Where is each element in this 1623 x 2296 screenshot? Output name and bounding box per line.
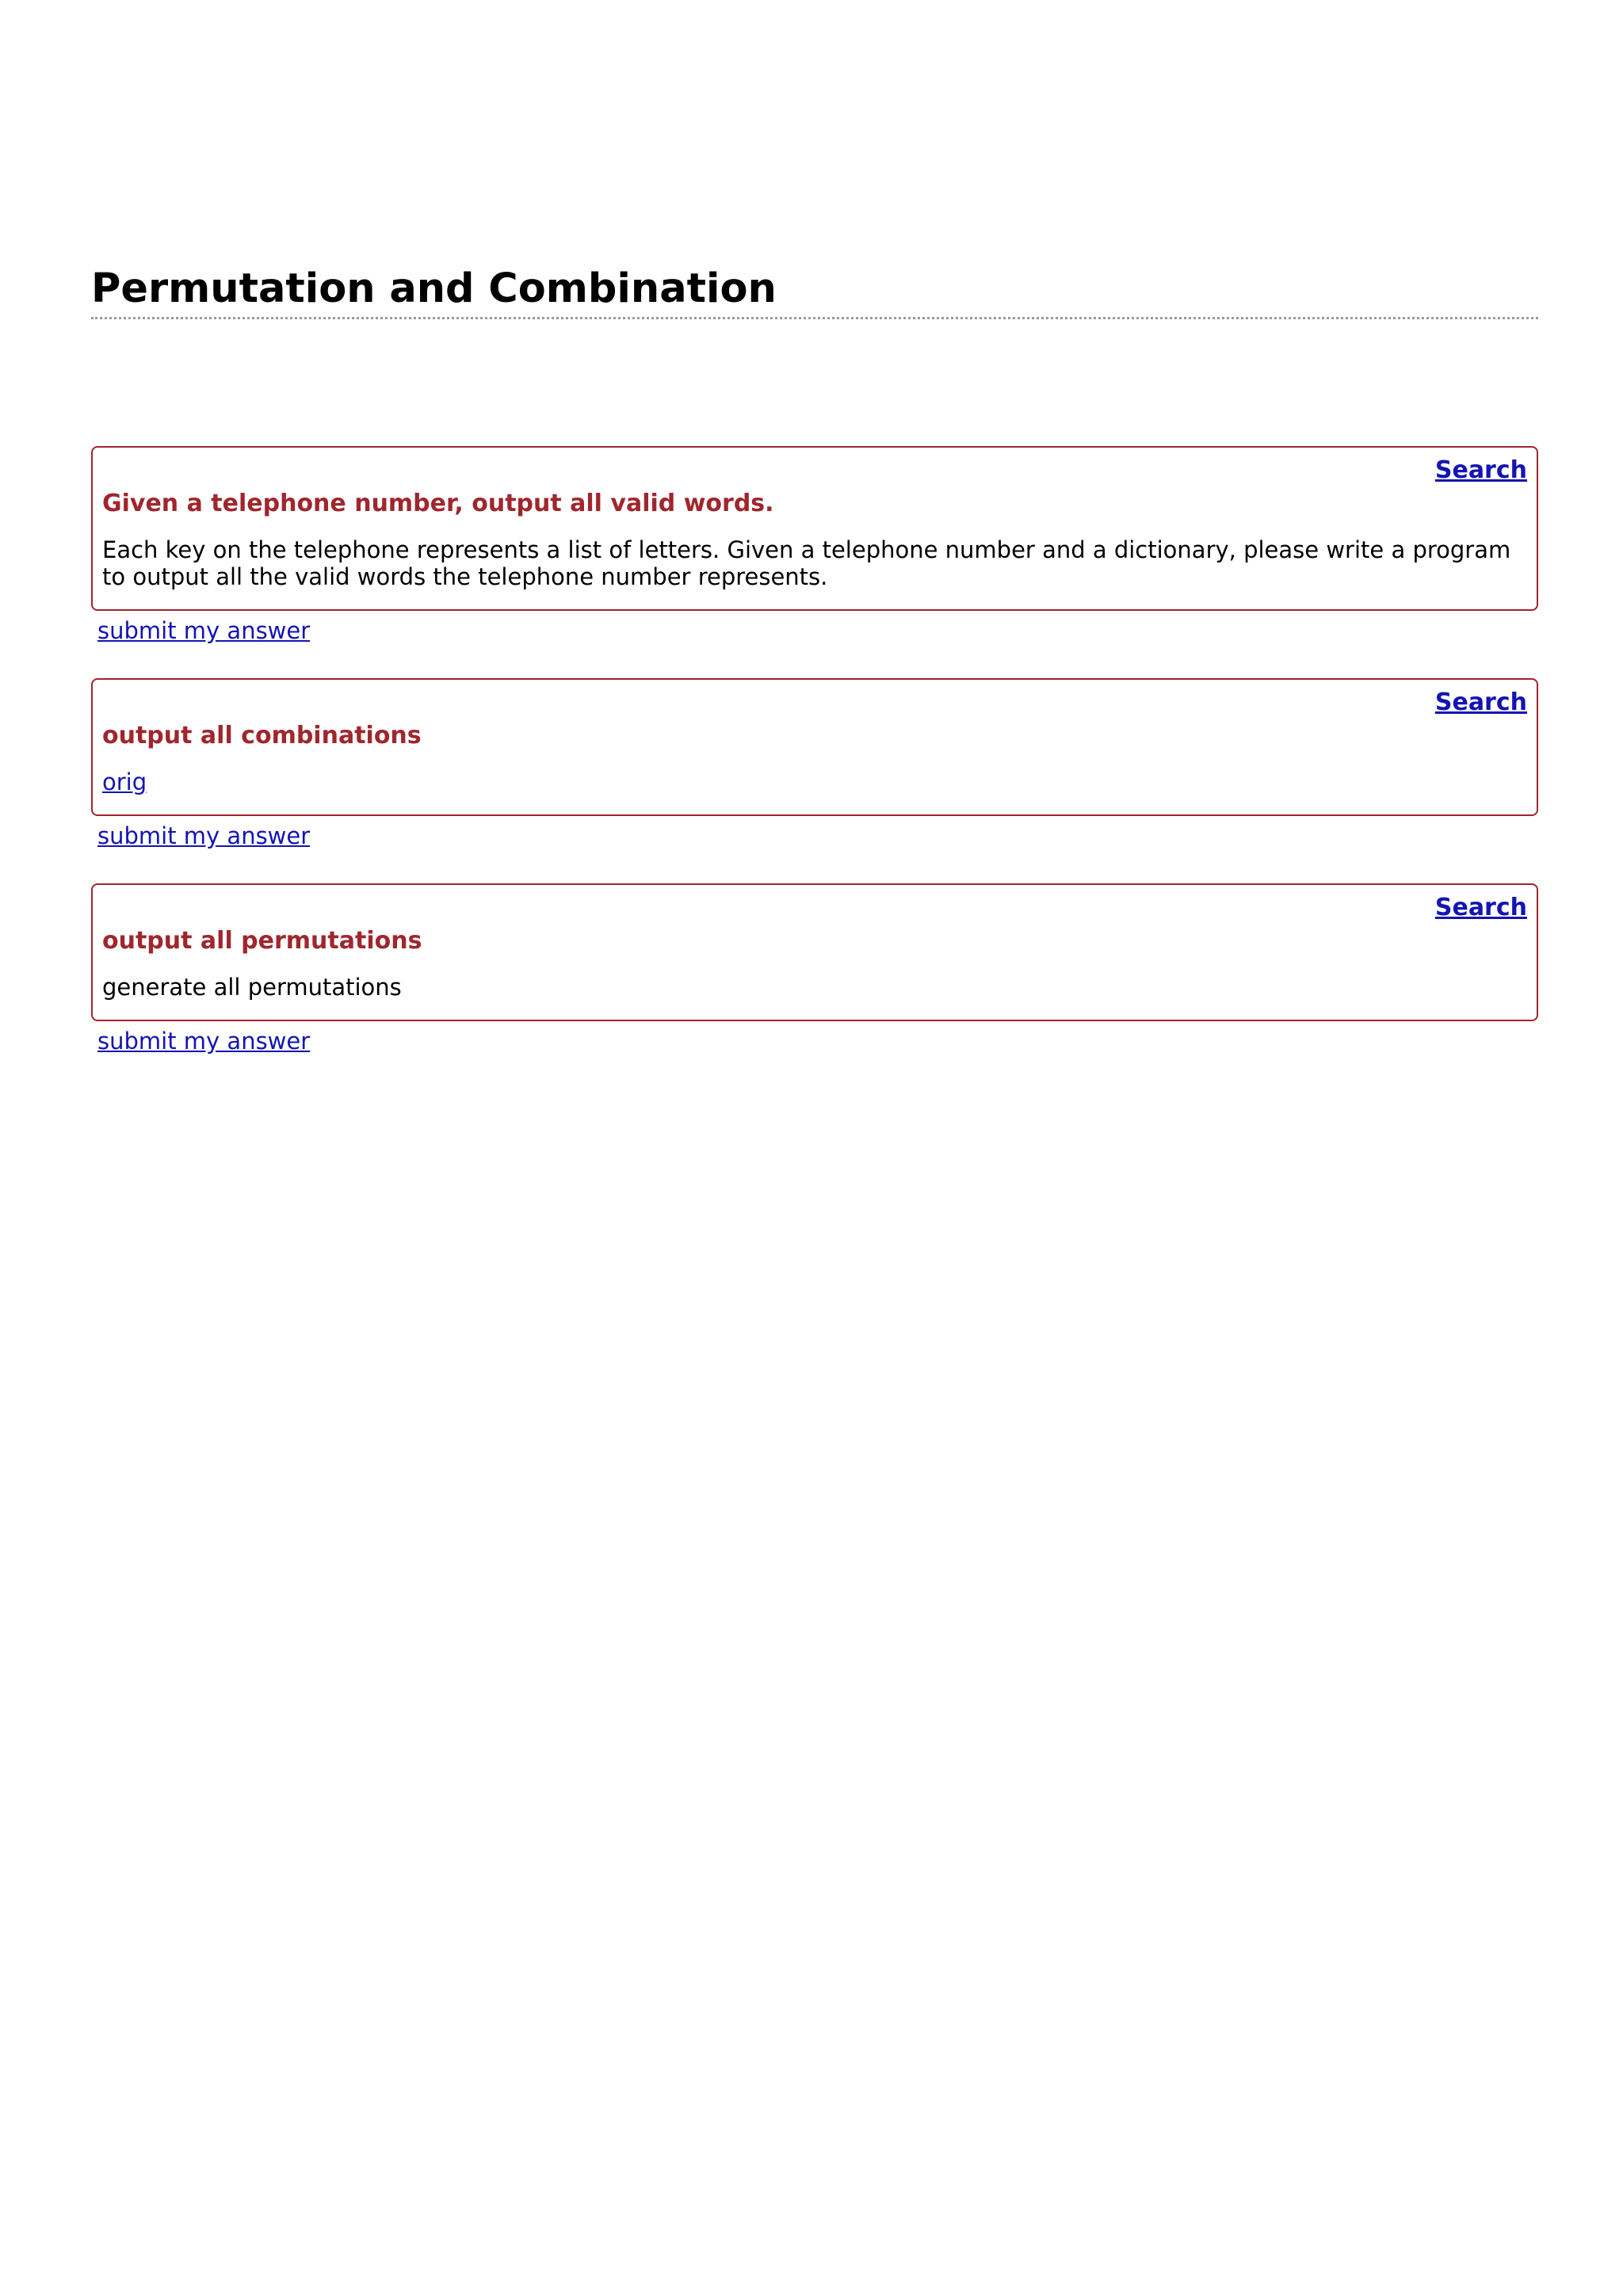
problem-box xyxy=(91,678,1538,816)
problem-card-combinations xyxy=(91,678,1538,849)
problem-description: Each key on the telephone represents a list of letters. Given a telephone number and a dictionary, please write a program to output all the valid words the telephone number represents. xyxy=(102,536,1511,590)
page-title: Permutation and Combination xyxy=(91,265,1538,319)
search-link[interactable]: Search xyxy=(1434,894,1527,921)
problem-card-telephone-words xyxy=(91,446,1538,644)
submit-answer-link[interactable]: submit my answer xyxy=(97,617,311,644)
search-link[interactable]: Search xyxy=(1434,688,1527,716)
problem-title: output all permutations xyxy=(102,927,422,955)
problem-title: output all combinations xyxy=(102,722,422,749)
search-link[interactable]: Search xyxy=(1434,456,1527,484)
problem-card-permutations xyxy=(91,883,1538,1055)
problem-box xyxy=(91,446,1538,611)
submit-answer-link[interactable]: submit my answer xyxy=(97,1028,311,1055)
problem-description: generate all permutations xyxy=(102,974,402,1001)
problem-title: Given a telephone number, output all valid words. xyxy=(102,490,774,517)
orig-link[interactable]: orig xyxy=(102,769,147,795)
problem-box xyxy=(91,883,1538,1021)
submit-answer-link[interactable]: submit my answer xyxy=(97,822,311,849)
